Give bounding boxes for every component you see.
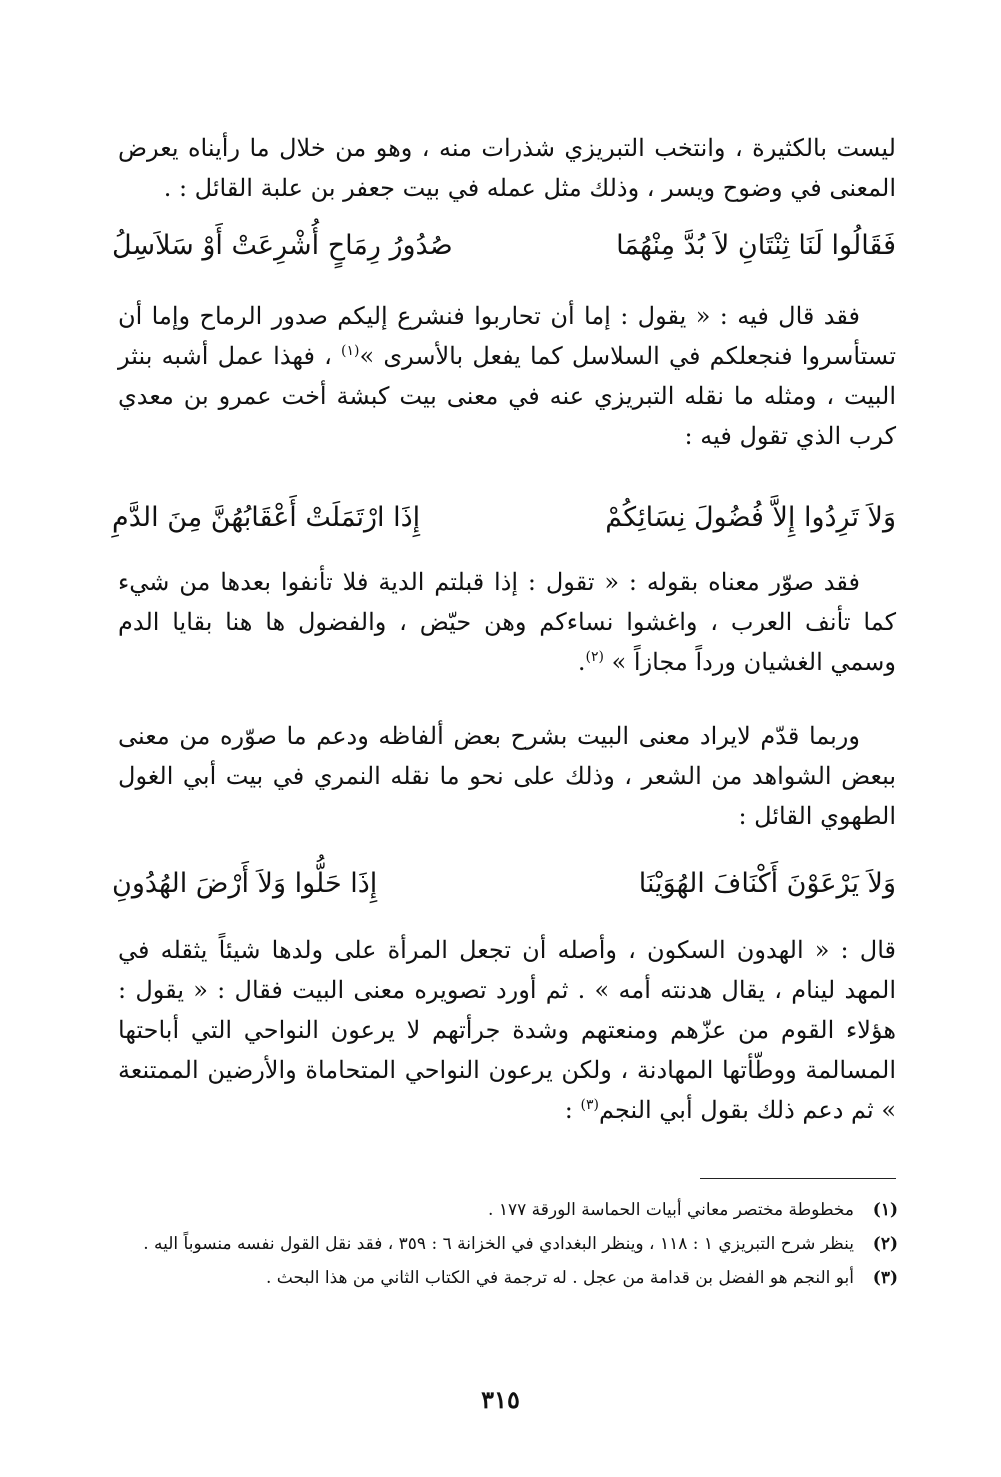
verse-right-hemistich: فَقَالُوا لَنَا ثِنْتَانِ لاَ بُدَّ مِنْهُمَا bbox=[616, 230, 896, 261]
footnote-2 bbox=[118, 1230, 898, 1258]
footnotes bbox=[118, 1196, 898, 1292]
verse-left-hemistich: إِذَا حَلُّوا وَلاَ أَرْضَ الهُدُونِ bbox=[112, 868, 378, 899]
footnote-ref: (٢) bbox=[585, 649, 604, 665]
page-number: ٣١٥ bbox=[481, 1385, 520, 1414]
footnote-ref: (١) bbox=[341, 343, 360, 359]
paragraph-4 bbox=[118, 716, 896, 836]
footnote-number: (٣) bbox=[872, 1268, 898, 1288]
paragraph-3 bbox=[118, 562, 896, 682]
verse-1 bbox=[112, 224, 896, 268]
verse-3 bbox=[112, 862, 896, 906]
paragraph-text: ليست بالكثيرة ، وانتخب التبريزي شذرات منه ، وهو من خلال ما رأيناه يعرض المعنى في وضوح ويسر ، وذلك مثل عمله في بيت جعفر بن علبة القائل : . bbox=[118, 134, 896, 202]
footnote-number: (٢) bbox=[872, 1234, 898, 1254]
footnote-text: ينظر شرح التبريزي ١ : ١١٨ ، وينظر البغدادي في الخزانة ٦ : ٣٥٩ ، فقد نقل القول نفسه منسوباً اليه . bbox=[143, 1234, 854, 1254]
paragraph-text-part: قال : « الهدون السكون ، وأصله أن تجعل المرأة على ولدها شيئاً يثقله في المهد لينام ، يقال هدنته أمه » . ثم أورد تصويره معنى البيت فقال : « يقول : هؤلاء القوم من عزّهم ومنعتهم وشدة جرأتهم لا يرعون النواحي التي أباحتها المسالمة ووطّأتها المهادنة ، ولكن يرعون النواحي المتحاماة والأرضين الممتنعة » ثم دعم ذلك بقول أبي النجم bbox=[118, 936, 896, 1124]
verse-left-hemistich: إِذَا ارْتَمَلَتْ أَعْقَابُهُنَّ مِنَ الدَّمِ bbox=[112, 502, 421, 533]
paragraph-text: وربما قدّم لايراد معنى البيت بشرح بعض ألفاظه ودعم ما صوّره من معنى ببعض الشواهد من الشعر ، وذلك على نحو ما نقله النمري في بيت أبي الغول الطهوي القائل : bbox=[118, 722, 896, 830]
paragraph-5 bbox=[118, 930, 896, 1130]
paragraph-text-part: ، فهذا عمل أشبه بنثر البيت ، ومثله ما نقله التبريزي عنه في معنى بيت كبشة أخت عمرو بن معدي كرب الذي تقول فيه : bbox=[118, 342, 896, 450]
footnote-divider bbox=[700, 1178, 896, 1179]
footnote-3 bbox=[118, 1264, 898, 1292]
footnote-text: أبو النجم هو الفضل بن قدامة من عجل . له ترجمة في الكتاب الثاني من هذا البحث . bbox=[265, 1268, 854, 1288]
paragraph-2 bbox=[118, 296, 896, 456]
paragraph-text bbox=[118, 930, 896, 1130]
footnote-number: (١) bbox=[872, 1200, 898, 1220]
paragraph-text-part: فقد صوّر معناه بقوله : « تقول : إذا قبلتم الدية فلا تأنفوا بعدها من شيء كما تأنف العرب ، واغشوا نساءكم وهن حيّض ، والفضول ها هنا بقايا الدم وسمي الغشيان ورداً مجازاً » bbox=[118, 568, 896, 676]
verse-right-hemistich: وَلاَ تَرِدُوا إِلاَّ فُضُولَ نِسَائِكُمْ bbox=[605, 502, 896, 533]
verse-right-hemistich: وَلاَ يَرْعَوْنَ أَكْنَافَ الهُوَيْنَا bbox=[638, 868, 896, 899]
paragraph-text-part: فقد قال فيه : « يقول : إما أن تحاربوا فنشرع إليكم صدور الرماح وإما أن تستأسروا فنجعلكم في السلاسل كما يفعل بالأسرى » bbox=[118, 302, 897, 370]
paragraph-1 bbox=[118, 128, 896, 208]
footnote-ref: (٣) bbox=[580, 1097, 599, 1113]
verse-2 bbox=[112, 496, 896, 540]
footnote-text: مخطوطة مختصر معاني أبيات الحماسة الورقة ١٧٧ . bbox=[488, 1200, 854, 1220]
verse-left-hemistich: صُدُورُ رِمَاحٍ أُشْرِعَتْ أَوْ سَلاَسِلُ bbox=[112, 230, 453, 261]
paragraph-text-part: : bbox=[564, 1096, 581, 1124]
paragraph-text: فقد صوّر معناه بقوله : « تقول : إذا قبلتم الدية فلا تأنفوا بعدها من شيء كما تأنف العرب ، واغشوا نساءكم وهن حيّض ، والفضول ها هنا بقايا الدم وسمي الغشيان ورداً مجازاً » $^{(٢)}$. bbox=[118, 568, 896, 676]
footnote-1 bbox=[118, 1196, 898, 1224]
paragraph-text bbox=[118, 296, 896, 456]
